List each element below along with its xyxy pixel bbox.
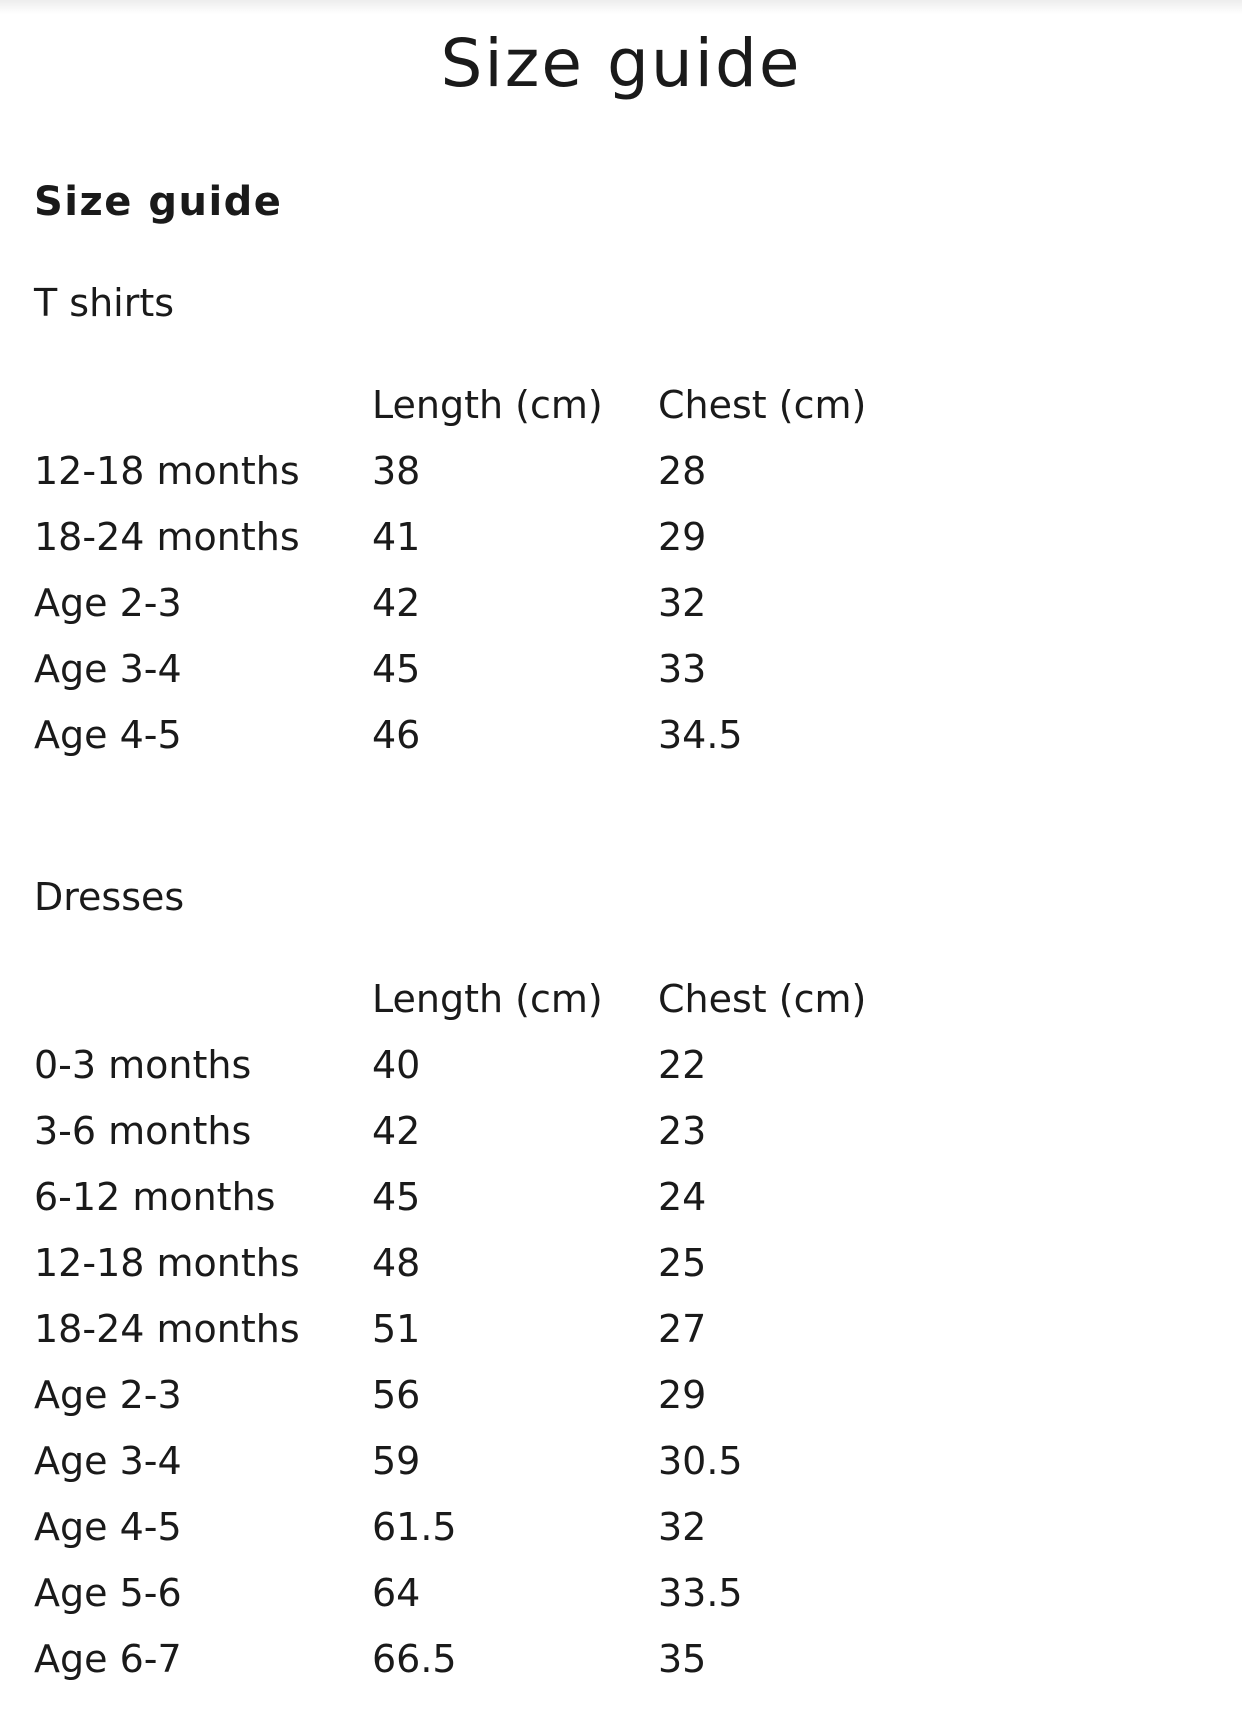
size-cell: Age 5-6 — [34, 1571, 182, 1615]
size-cell: Age 2-3 — [34, 1373, 182, 1417]
section-heading: Size guide — [34, 179, 283, 225]
header-chest: Chest (cm) — [658, 977, 867, 1021]
length-cell: 66.5 — [372, 1637, 457, 1681]
size-cell: 6-12 months — [34, 1175, 276, 1219]
table-row — [34, 1296, 958, 1362]
length-cell: 61.5 — [372, 1505, 457, 1549]
page-title: Size guide — [440, 25, 802, 102]
chest-cell: 33 — [658, 647, 707, 691]
chest-cell: 25 — [658, 1241, 707, 1285]
size-cell: Age 3-4 — [34, 1439, 182, 1483]
header-size — [34, 372, 372, 438]
size-cell: Age 2-3 — [34, 581, 182, 625]
header-length: Length (cm) — [372, 383, 603, 427]
table-row — [34, 1164, 958, 1230]
size-cell: 3-6 months — [34, 1109, 252, 1153]
length-cell: 42 — [372, 581, 421, 625]
size-cell: 12-18 months — [34, 449, 300, 493]
size-cell: Age 6-7 — [34, 1637, 182, 1681]
header-chest: Chest (cm) — [658, 383, 867, 427]
table-row — [34, 702, 958, 768]
chest-cell: 28 — [658, 449, 707, 493]
header-size — [34, 966, 372, 1032]
dresses-title: Dresses — [34, 875, 185, 919]
size-cell: Age 4-5 — [34, 713, 182, 757]
chest-cell: 32 — [658, 1505, 707, 1549]
table-row — [34, 570, 958, 636]
length-cell: 40 — [372, 1043, 421, 1087]
chest-cell: 35 — [658, 1637, 707, 1681]
table-row — [34, 1230, 958, 1296]
length-cell: 59 — [372, 1439, 421, 1483]
table-row — [34, 1494, 958, 1560]
table-row — [34, 1098, 958, 1164]
length-cell: 45 — [372, 647, 421, 691]
length-cell: 41 — [372, 515, 421, 559]
size-cell: Age 4-5 — [34, 1505, 182, 1549]
chest-cell: 24 — [658, 1175, 707, 1219]
chest-cell: 23 — [658, 1109, 707, 1153]
length-cell: 38 — [372, 449, 421, 493]
size-cell: 18-24 months — [34, 1307, 300, 1351]
size-cell: Age 3-4 — [34, 647, 182, 691]
size-cell: 0-3 months — [34, 1043, 252, 1087]
header-length: Length (cm) — [372, 977, 603, 1021]
length-cell: 48 — [372, 1241, 421, 1285]
size-cell: 12-18 months — [34, 1241, 300, 1285]
length-cell: 51 — [372, 1307, 421, 1351]
chest-cell: 33.5 — [658, 1571, 743, 1615]
chest-cell: 34.5 — [658, 713, 743, 757]
chest-cell: 29 — [658, 1373, 707, 1417]
table-row — [34, 438, 958, 504]
chest-cell: 32 — [658, 581, 707, 625]
length-cell: 56 — [372, 1373, 421, 1417]
tshirts-size-table — [34, 372, 958, 768]
table-row — [34, 504, 958, 570]
table-row — [34, 636, 958, 702]
size-cell: 18-24 months — [34, 515, 300, 559]
chest-cell: 29 — [658, 515, 707, 559]
table-row — [34, 1428, 958, 1494]
chest-cell: 27 — [658, 1307, 707, 1351]
length-cell: 42 — [372, 1109, 421, 1153]
tshirts-title: T shirts — [34, 281, 175, 325]
table-header-row — [34, 372, 958, 438]
chest-cell: 30.5 — [658, 1439, 743, 1483]
table-row — [34, 1362, 958, 1428]
top-shadow — [0, 0, 1242, 14]
length-cell: 64 — [372, 1571, 421, 1615]
table-row — [34, 1032, 958, 1098]
table-row — [34, 1560, 958, 1626]
length-cell: 46 — [372, 713, 421, 757]
table-header-row — [34, 966, 958, 1032]
chest-cell: 22 — [658, 1043, 707, 1087]
length-cell: 45 — [372, 1175, 421, 1219]
dresses-size-table — [34, 966, 958, 1692]
table-row — [34, 1626, 958, 1692]
